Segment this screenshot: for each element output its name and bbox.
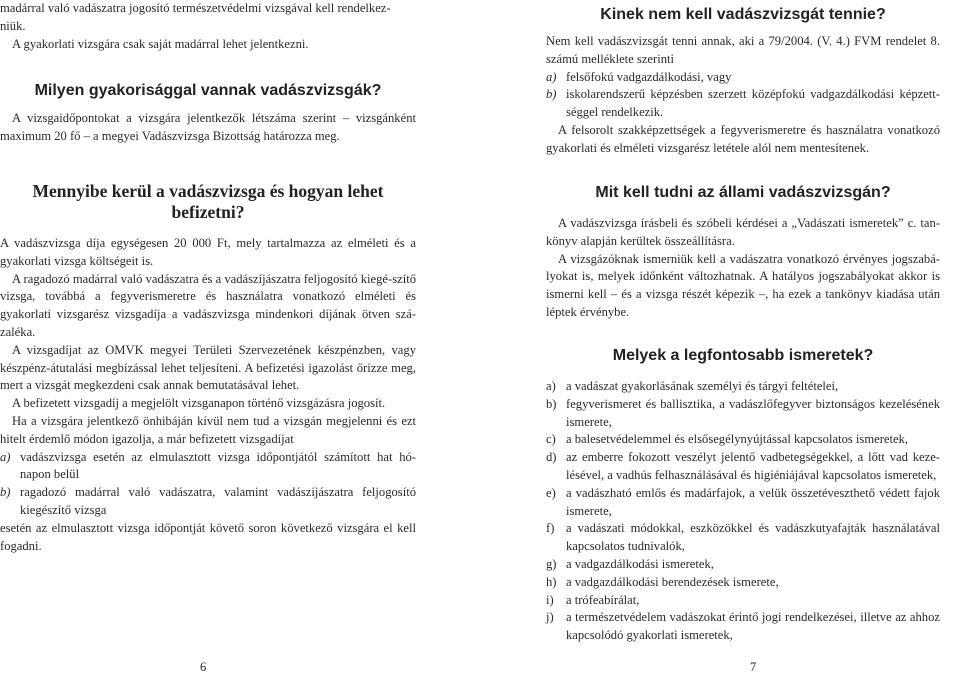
list-item [546, 431, 940, 449]
list-item-text: az emberre fokozott veszélyt jelentő vadbetegségekkel, a lőtt vad keze-lésével, a vadhús felhasználásával és higiéniájával kapcsolatos ismeretek, [566, 450, 940, 482]
list-item [546, 592, 940, 610]
right-page [480, 0, 960, 675]
list-marker: j) [546, 610, 554, 625]
list-item [546, 609, 940, 645]
list-item-text: a természetvédelem vadászokat érintő jogi rendelkezései, illetve az ahhoz kapcsolódó gyakorlati ismeretek, [566, 610, 940, 643]
cost-paragraph-4: A befizetett vizsgadíj a megjelölt vizsganapon történő vizsgázásra jogosít. [12, 396, 386, 411]
page-number-right: 7 [750, 660, 757, 674]
list-item-text: a vadgazdálkodási ismeretek, [566, 556, 714, 571]
list-marker: h) [546, 574, 557, 589]
state-exam-paragraph-1: A vadászvizsga írásbeli és szóbeli kérdései a „Vadászati ismeretek” c. tan-könyv alapján kerültek összeállításra. [546, 216, 940, 248]
list-item-text: a vadászat gyakorlásának személyi és tárgyi feltételei, [566, 379, 839, 393]
list-item-text: vadászvizsga esetén az elmulasztott vizsga időpontjától számított hat hó-napon belül [20, 449, 416, 482]
fragment-line-2: niük. [0, 18, 26, 33]
exempt-paragraph: A felsorolt szakképzettségek a fegyverismeretre és használatra vonatkozó gyakorlati és elméleti vizsgarész letétele alól nem mentesítenek. [546, 122, 940, 155]
list-item-text: iskolarendszerű képzésben szerzett középfokú vadgazdálkodási képzett-séggel rendelkezik. [566, 87, 940, 120]
list-item-text: a balesetvédelemmel és elsősegélynyújtással kapcsolatos ismeretek, [566, 432, 909, 447]
list-item-text: a vadgazdálkodási berendezések ismerete, [566, 574, 779, 589]
section-frequency-paragraph: A vizsgaidőpontokat a vizsgára jelentkezők létszáma szerint – vizsgánként maximum 20 fő – a megyei Vadászvizsga Bizottság határozza meg. [0, 111, 416, 143]
list-item [546, 520, 940, 556]
knowledge-list [546, 378, 940, 645]
list-marker: a) [546, 379, 556, 393]
list-marker: a) [546, 69, 557, 84]
list-item [546, 86, 940, 122]
list-marker: c) [546, 432, 556, 447]
list-marker: f) [546, 521, 555, 536]
list-marker: i) [546, 592, 554, 607]
section-knowledge-heading: Melyek a legfontosabb ismeretek? [612, 347, 874, 364]
section-exempt [546, 4, 940, 158]
section-cost-heading: Mennyibe kerül a vadászvizsga és hogyan lehet befizetni? [32, 181, 384, 222]
list-marker: g) [546, 556, 557, 571]
refund-conditions-list [0, 449, 416, 520]
exempt-intro: Nem kell vadászvizsgát tenni annak, aki a 79/2004. (V. 4.) FVM rendelet 8. számú melléklete szerinti [546, 34, 940, 66]
top-fragment [0, 0, 416, 53]
cost-paragraph-2: A ragadozó madárral való vadászatra és a vadászíjászatra feljogosító kiegé-szítő vizsga, továbbá a fegyverismeretre és használatra vonatkozó elméleti és gyakorlati vizsgarész vizsgadíja a vadászvizsga mindenkori díjának ötven szá-zaléka. [0, 271, 416, 339]
list-marker: b) [0, 485, 11, 500]
list-item [546, 556, 940, 574]
section-cost [0, 181, 416, 555]
list-item [546, 378, 940, 396]
list-marker: b) [546, 396, 557, 411]
list-item [0, 484, 416, 520]
list-item-text: a vadászható emlős és madárfajok, a velük összetéveszthető védett fajok ismerete, [566, 485, 940, 518]
list-item-text: fegyverismeret és ballisztika, a vadászlőfegyver biztonságos kezelésének ismerete, [566, 396, 940, 429]
fragment-line-3: A gyakorlati vizsgára csak saját madárral lehet jelentkezni. [12, 36, 309, 51]
list-item [546, 485, 940, 521]
list-marker: e) [546, 485, 556, 500]
exempt-list [546, 69, 940, 122]
section-knowledge [546, 345, 940, 645]
cost-paragraph-3: A vizsgadíjat az OMVK megyei Területi Szervezetének készpénzben, vagy készpénz-átutalási megbízással lehet teljesíteni. A befizetési igazolást őrizze meg, mert a vizsgát megkezdeni csak annak bemutatásával lehet. [0, 342, 416, 393]
list-marker: a) [0, 449, 11, 464]
list-item [0, 449, 416, 485]
list-item-text: a vadászati módokkal, eszközökkel és vadászkutyafajták használatával kapcsolatos tudnivalók, [566, 521, 940, 554]
section-state-exam [546, 182, 940, 322]
fragment-line-1: madárral való vadászatra jogosító természetvédelmi vizsgával kell rendelkez- [0, 1, 391, 15]
list-item-text: felsőfokú vadgazdálkodási, vagy [566, 69, 732, 84]
cost-paragraph-5: Ha a vizsgára jelentkező önhibáján kívül nem tud a vizsgán megjelenni és ezt hitelt érdemlő módon igazolja, a már befizetett vizsgadíjat [0, 413, 416, 446]
list-item [546, 396, 940, 432]
list-marker: d) [546, 450, 557, 465]
list-item [546, 574, 940, 592]
section-state-exam-heading: Mit kell tudni az állami vadászvizsgán? [595, 184, 891, 201]
section-exempt-heading: Kinek nem kell vadászvizsgát tennie? [600, 6, 886, 23]
cost-paragraph-6: esetén az elmulasztott vizsga időpontját követő soron következő vizsgára el kell fogadni. [0, 520, 416, 553]
section-frequency [0, 80, 416, 146]
list-item-text: a trófeabírálat, [566, 592, 640, 607]
list-item-text: ragadozó madárral való vadászatra, valamint vadászíjászatra feljogosító kiegészítő vizsga [20, 485, 416, 517]
cost-paragraph-1: A vadászvizsga díja egységesen 20 000 Ft, mely tartalmazza az elméleti és a gyakorlati vizsga költségeit is. [0, 236, 416, 268]
list-item [546, 69, 940, 87]
list-marker: b) [546, 87, 557, 102]
page-number-left: 6 [200, 660, 207, 674]
state-exam-paragraph-2: A vizsgázóknak ismerniük kell a vadászatra vonatkozó érvényes jogszabá-lyokat is, melyek időnként változhatnak. A hatályos jogszabályokat akkor is ismerni kell – és a vizsga részét képezik –, ha ezek a tankönyv kiadása után léptek érvénybe. [546, 251, 940, 319]
list-item [546, 449, 940, 485]
section-frequency-heading: Milyen gyakorisággal vannak vadászvizsgák? [34, 82, 382, 99]
